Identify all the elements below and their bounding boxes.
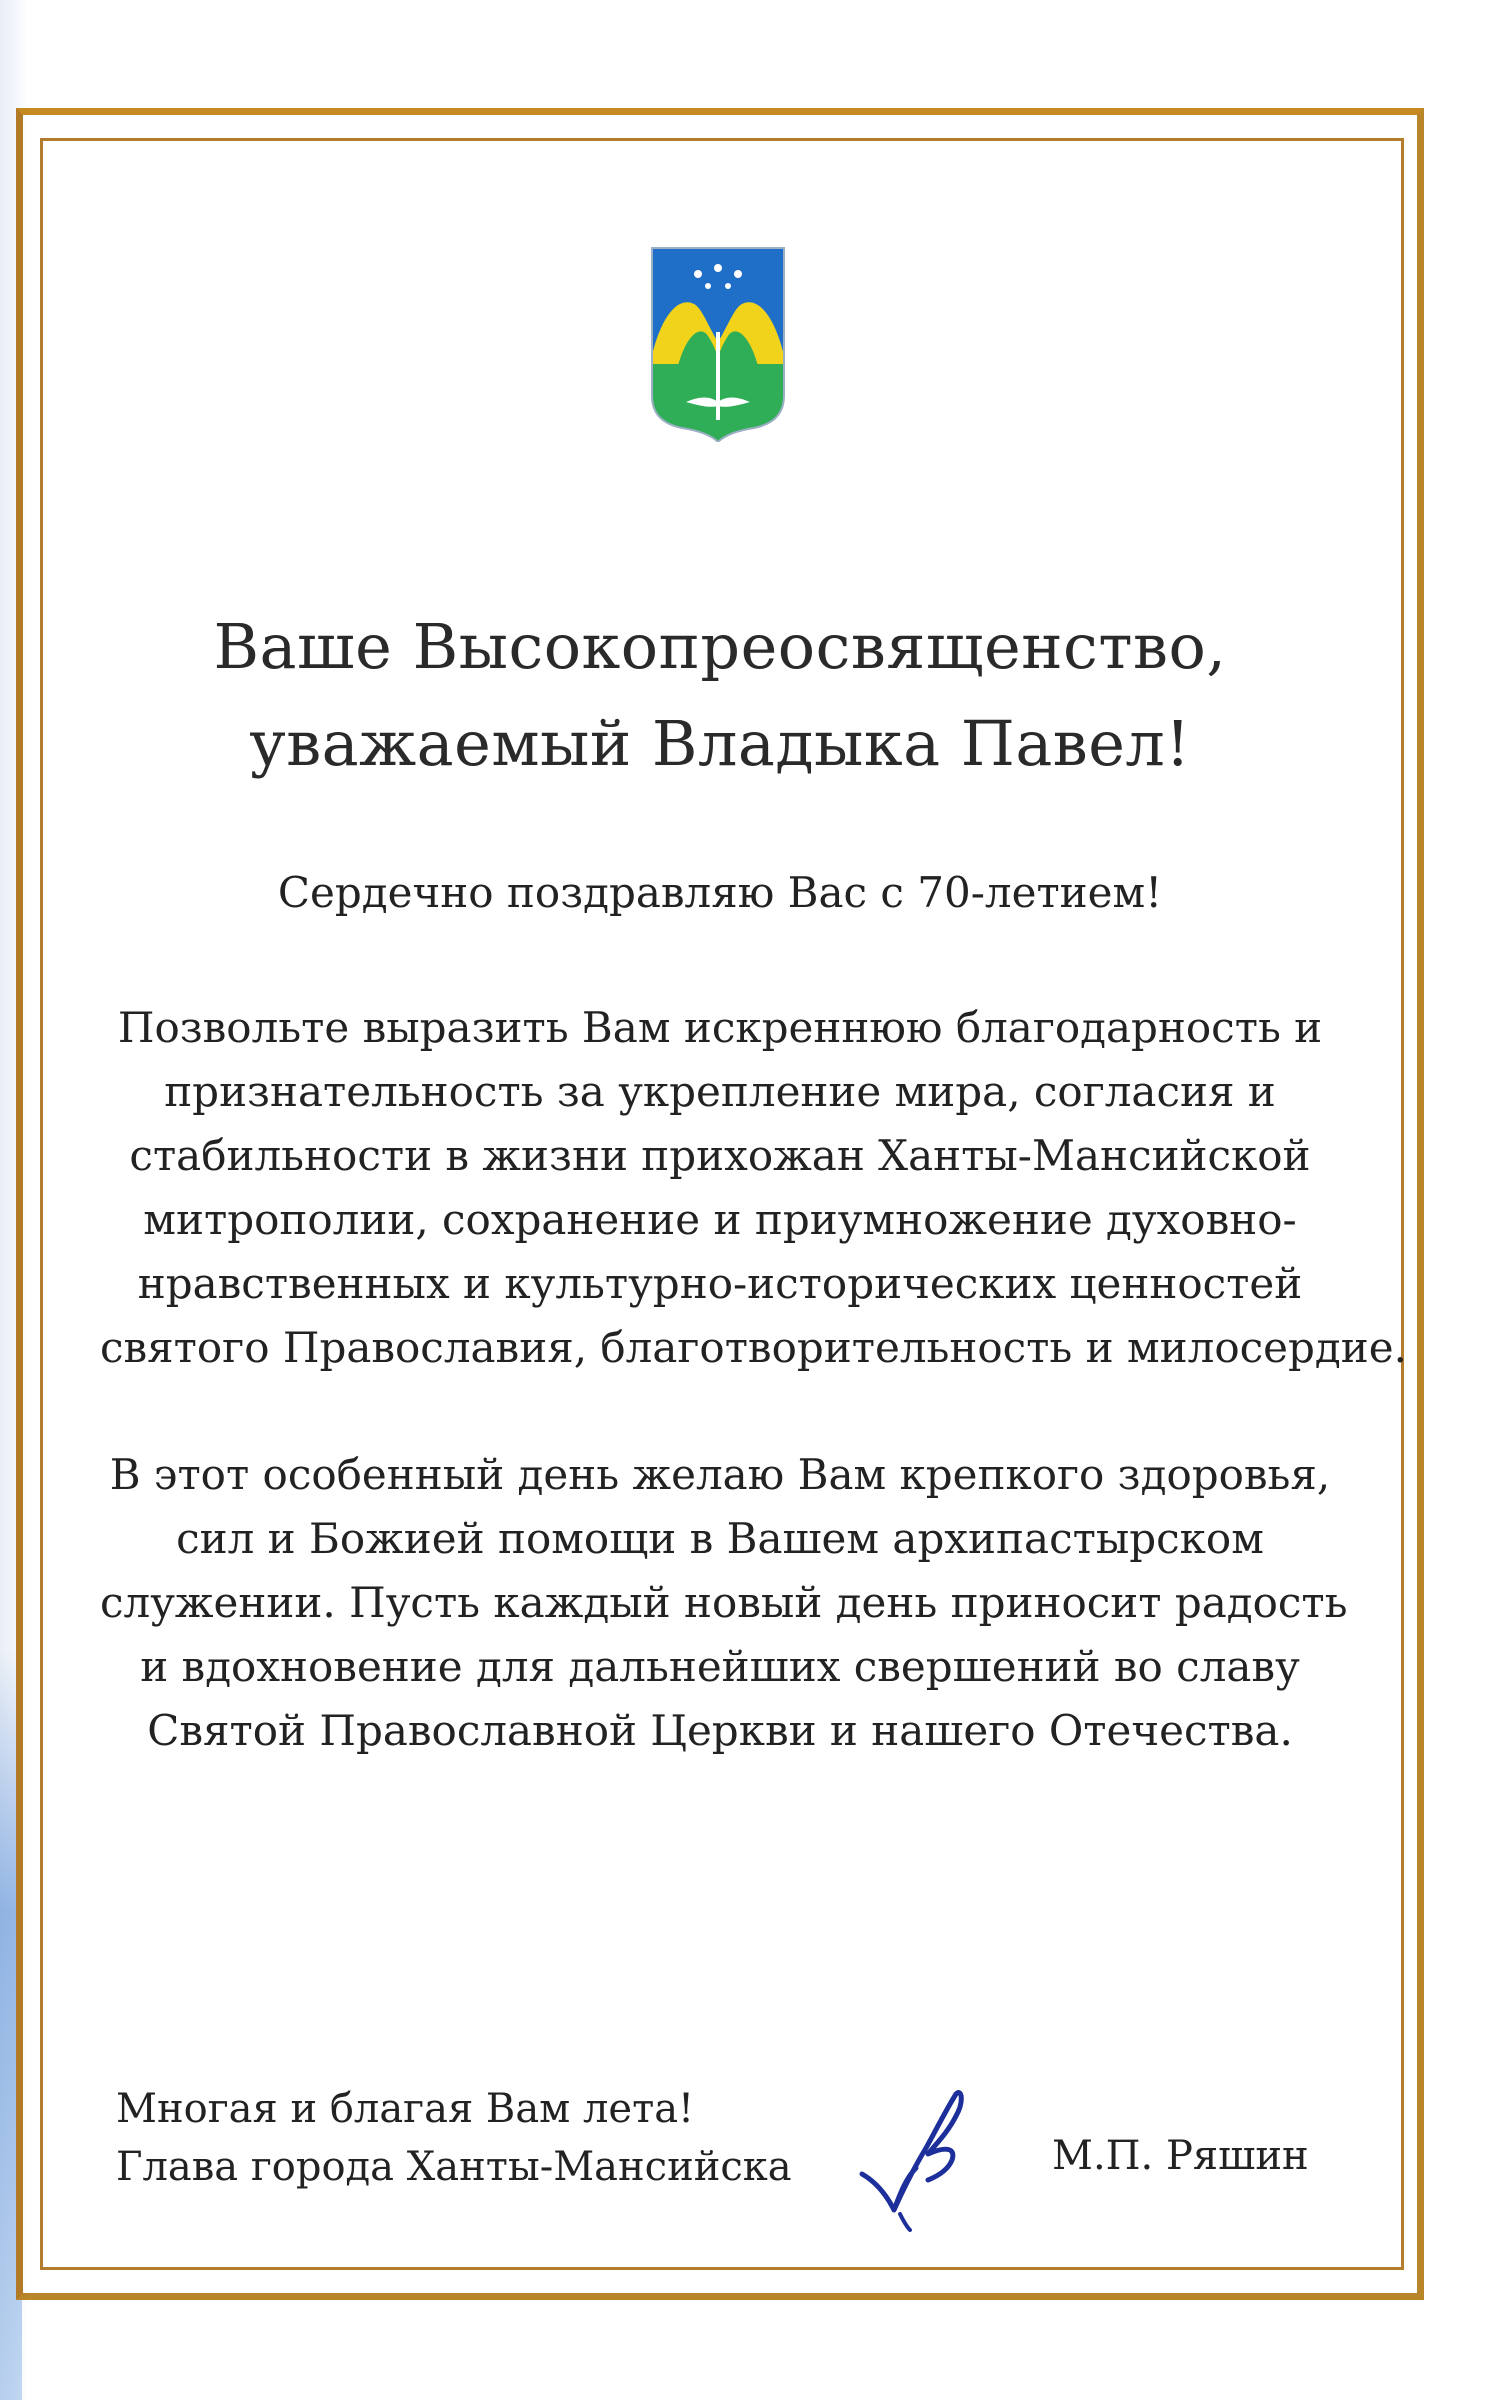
paragraph-wishes <box>100 1443 1348 1763</box>
paragraph-line: святого Православия, благотворительность и милосердие. <box>100 1323 1407 1372</box>
paragraph-line: признательность за укрепление мира, согласия и <box>164 1067 1276 1116</box>
paragraph-line: нравственных и культурно-исторических ценностей <box>137 1259 1303 1308</box>
paragraph-line: В этот особенный день желаю Вам крепкого здоровья, <box>109 1450 1331 1499</box>
signature-icon <box>856 2082 974 2232</box>
salutation-line-2: уважаемый Владыка Павел! <box>249 707 1191 780</box>
coat-of-arms-icon <box>650 246 786 442</box>
paragraph-line: Святой Православной Церкви и нашего Отечества. <box>147 1706 1293 1755</box>
greeting: Сердечно поздравляю Вас с 70-летием! <box>277 868 1163 917</box>
signer-title: Глава города Ханты-Мансийска <box>116 2144 792 2190</box>
paragraph-line: митрополии, сохранение и приумножение духовно- <box>143 1195 1297 1244</box>
paragraph-line: Позвольте выразить Вам искреннюю благодарность и <box>117 1003 1323 1052</box>
salutation-line-1: Ваше Высокопреосвященство, <box>213 610 1227 683</box>
paragraph-line: служении. Пусть каждый новый день приносит радость <box>100 1578 1348 1627</box>
paragraph-line: сил и Божией помощи в Вашем архипастырском <box>176 1514 1264 1563</box>
closing-wish: Многая и благая Вам лета! <box>116 2086 695 2132</box>
signer-name: М.П. Ряшин <box>1052 2133 1309 2179</box>
closing-block <box>116 2080 792 2196</box>
paragraph-gratitude <box>100 996 1407 1380</box>
paragraph-line: стабильности в жизни прихожан Ханты-Мансийской <box>129 1131 1311 1180</box>
paragraph-line: и вдохновение для дальнейших свершений во славу <box>140 1642 1300 1691</box>
